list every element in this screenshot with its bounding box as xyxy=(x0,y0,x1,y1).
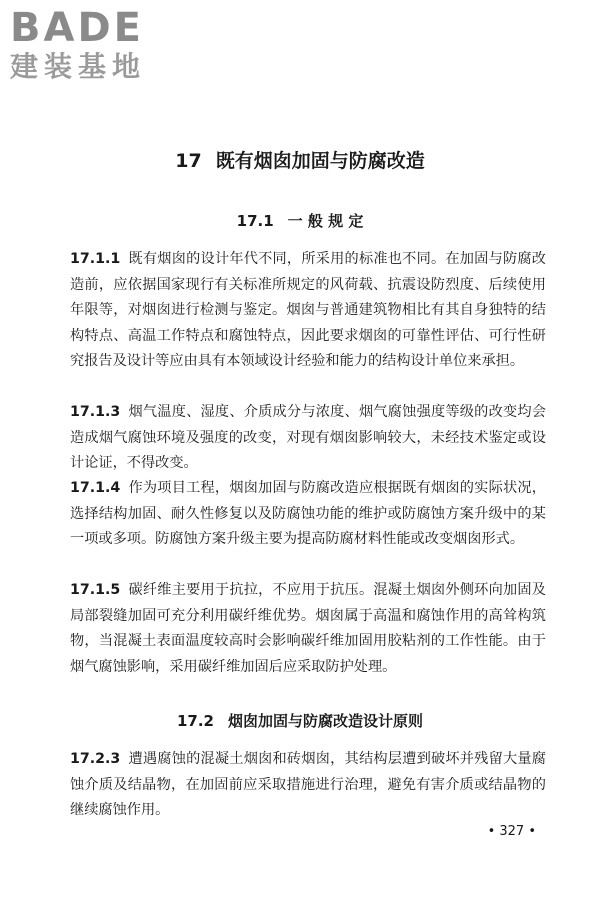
paragraph-text: 作为项目工程，烟囱加固与防腐改造应根据既有烟囱的实际状况，选择结构加固、耐久性修复以及防腐蚀功能的维护或防腐蚀方案升级中的某一项或多项。防腐蚀方案升级主要为提高防腐材料性能或改变烟囱形式。 xyxy=(70,480,546,547)
section-number: 17.2 xyxy=(176,712,214,730)
paragraph-number: 17.2.3 xyxy=(70,751,121,767)
paragraph-number: 17.1.4 xyxy=(70,480,121,496)
paragraph-text: 烟气温度、湿度、介质成分与浓度、烟气腐蚀强度等级的改变均会造成烟气腐蚀环境及强度的改变，对现有烟囱影响较大，未经技术鉴定或设计论证，不得改变。 xyxy=(70,404,546,471)
paragraph-number: 17.1.5 xyxy=(70,582,121,598)
page-number: • 327 • xyxy=(487,824,536,839)
paragraph-text: 遭遇腐蚀的混凝土烟囱和砖烟囱，其结构层遭到破坏并残留大量腐蚀介质及结晶物，在加固前应采取措施进行治理，避免有害介质或结晶物的继续腐蚀作用。 xyxy=(70,751,546,818)
section-title-text: 烟囱加固与防腐改造设计原则 xyxy=(228,712,424,730)
paragraph-text: 既有烟囱的设计年代不同，所采用的标准也不同。在加固与防腐改造前，应依据国家现行有关标准所规定的风荷载、抗震设防烈度、后续使用年限等，对烟囱进行检测与鉴定。烟囱与普通建筑物相比有其自身独特的结构特点、高温工作特点和腐蚀特点，因此要求烟囱的可靠性评估、可行性研究报告及设计等应由具有本领域设计经验和能力的结构设计单位来承担。 xyxy=(70,251,546,369)
section-number: 17.1 xyxy=(236,212,274,230)
section-title-17-1 xyxy=(0,210,600,231)
paragraph-17-2-3 xyxy=(70,747,546,824)
paragraph-17-1-1 xyxy=(70,247,546,375)
paragraph-number: 17.1.1 xyxy=(70,251,121,267)
chapter-title-text: 既有烟囱加固与防腐改造 xyxy=(215,150,425,172)
logo-wordmark: BADE xyxy=(10,5,144,51)
section-title-17-2 xyxy=(0,710,600,731)
paragraph-17-1-4 xyxy=(70,476,546,553)
section-title-text: 一 般 规 定 xyxy=(287,212,364,230)
chapter-title xyxy=(0,146,600,173)
paragraph-17-1-5 xyxy=(70,578,546,680)
bade-logo xyxy=(10,6,180,86)
logo-subtitle: 建装基地 xyxy=(10,50,147,83)
paragraph-number: 17.1.3 xyxy=(70,404,121,420)
paragraph-17-1-3 xyxy=(70,400,546,477)
paragraph-text: 碳纤维主要用于抗拉，不应用于抗压。混凝土烟囱外侧环向加固及局部裂缝加固可充分利用碳纤维优势。烟囱属于高温和腐蚀作用的高耸构筑物，当混凝土表面温度较高时会影响碳纤维加固用胶粘剂的工作性能。由于烟气腐蚀影响，采用碳纤维加固后应采取防护处理。 xyxy=(70,582,546,675)
chapter-number: 17 xyxy=(175,150,202,172)
